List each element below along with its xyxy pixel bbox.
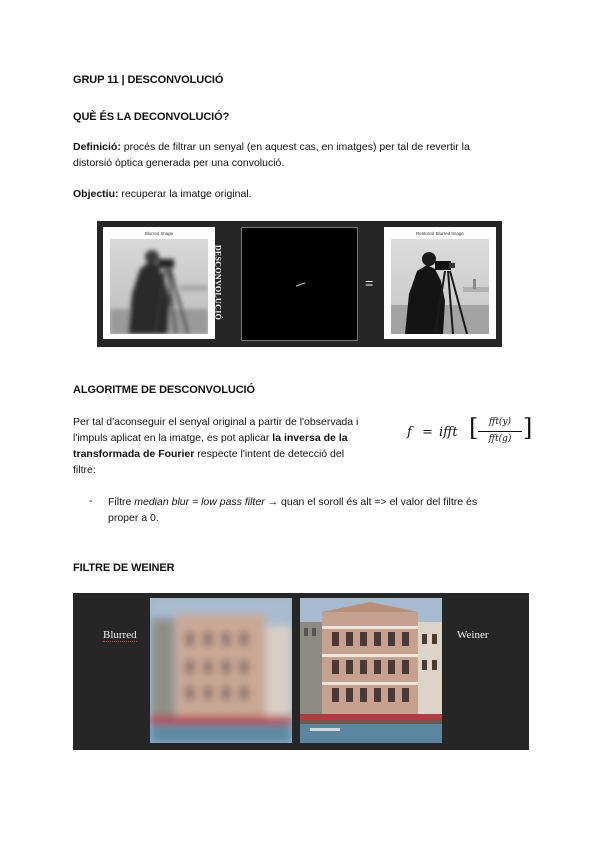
algorithm-line-3a: transformada de Fourier [73, 448, 195, 460]
formula-function: ifft [439, 425, 458, 440]
algorithm-line-2a: l'impuls aplicat en la imatge, es pot aplicar [73, 432, 273, 444]
restored-image-caption: Restored Blurred Image [416, 231, 464, 236]
formula-numerator: fft(y) [488, 417, 512, 427]
definition-text-2: distorsió òptica generada per una convolució. [73, 157, 285, 169]
blurred-cameraman-image [110, 239, 208, 334]
section-heading-what: QUÈ ÉS LA DECONVOLUCIÓ? [73, 111, 230, 123]
point-spread-function-image [241, 227, 358, 341]
formula-denominator: fft(g) [488, 434, 512, 444]
blurred-label: Blurred [103, 629, 137, 641]
algorithm-line-4: filtre: [73, 464, 96, 476]
deconvolution-figure [97, 221, 502, 347]
blurred-venice-image [150, 598, 292, 743]
inverse-fourier-formula [405, 414, 535, 454]
definition-paragraph [73, 139, 533, 171]
blurred-image-card [103, 227, 215, 339]
blurred-image-caption: Blurred Image [144, 231, 174, 236]
bullet-line-2: proper a 0. [108, 512, 159, 524]
weiner-label: Weiner [457, 629, 489, 641]
bullet-suffix: → quan el soroll és alt => el valor del filtre és [264, 496, 478, 508]
bullet-marker: - [89, 495, 93, 507]
objective-label: Objectiu: [73, 188, 119, 200]
formula-fraction-bar [478, 431, 522, 432]
restored-image-card [384, 227, 496, 339]
section-heading-algorithm: ALGORITME DE DESCONVOLUCIÓ [73, 384, 255, 396]
bullet-text [108, 494, 518, 526]
definition-label: Definició: [73, 141, 121, 153]
formula-left-bracket: [ [469, 414, 479, 442]
algorithm-paragraph [73, 414, 393, 478]
objective-paragraph [73, 186, 252, 202]
deconvolution-vertical-label: DESCONVOLUCIÓ [213, 244, 223, 321]
definition-text-1: procés de filtrar un senyal (en aquest cas, en imatges) per tal de revertir la [120, 141, 470, 153]
bullet-prefix: Filtre [108, 496, 135, 508]
weiner-restored-venice-image [300, 598, 442, 743]
weiner-filter-figure [73, 593, 529, 750]
formula-equals: = [422, 425, 433, 440]
algorithm-line-3b: respecte l'intent de detecció del [194, 448, 345, 460]
restored-cameraman-image [391, 239, 489, 334]
page-title: GRUP 11 | DESCONVOLUCIÓ [73, 74, 224, 86]
algorithm-line-2b: la inversa de la [272, 432, 348, 444]
bullet-italic: median blur = low pass filter [134, 496, 265, 508]
objective-text: recuperar la imatge original. [118, 188, 252, 200]
formula-lhs: f [407, 425, 412, 440]
algorithm-line-1: Per tal d'aconseguir el senyal original a partir de l'observada i [73, 416, 359, 428]
equals-sign: = [365, 275, 374, 291]
section-heading-weiner: FILTRE DE WEINER [73, 562, 175, 574]
formula-right-bracket: ] [523, 414, 533, 442]
